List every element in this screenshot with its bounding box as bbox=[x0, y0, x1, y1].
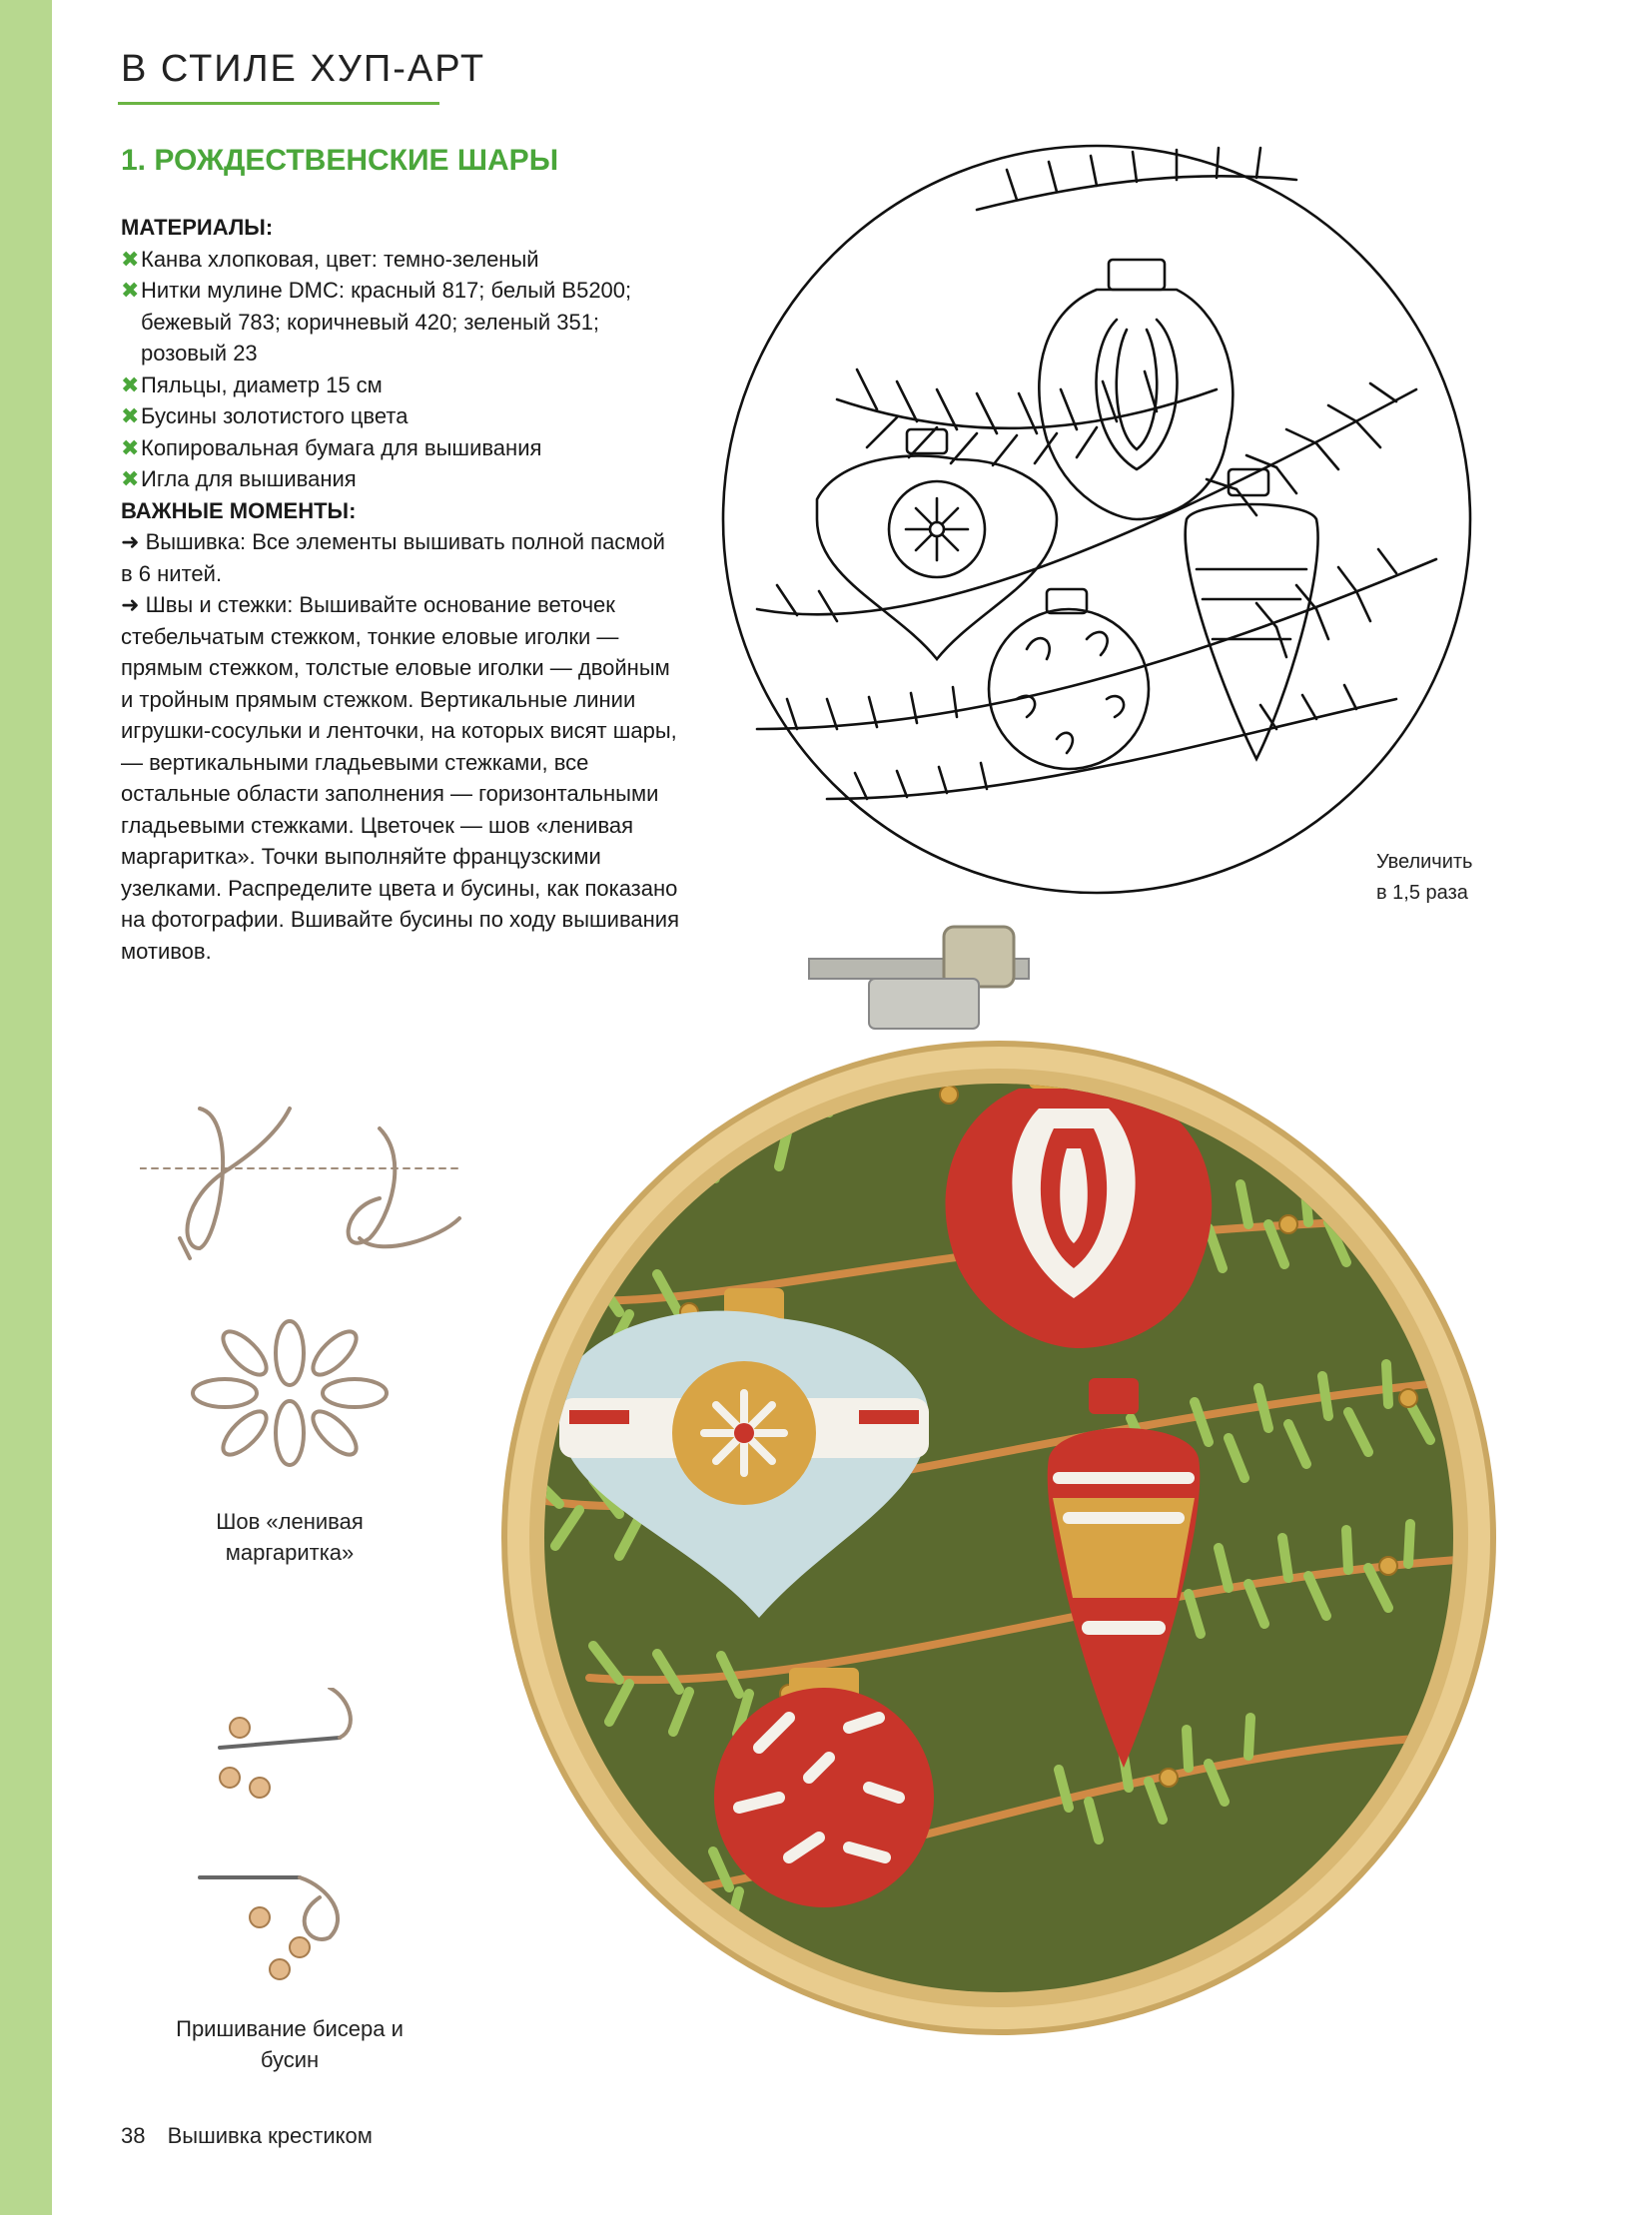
lazy-daisy-caption: Шов «ленивая маргаритка» bbox=[216, 1509, 364, 1565]
side-color-bar bbox=[0, 0, 52, 2215]
book-title: Вышивка крестиком bbox=[167, 2123, 373, 2148]
hoop-screw bbox=[809, 927, 1029, 1029]
note-stitches: ➜ Швы и стежки: Вышивайте основание веточек стебельчатым стежком, тонкие еловые иголки — прямым стежком, толстые еловые иголки — двойным и тройным прямым стежком. Вертикальные линии игрушки-сосульки и ленточки, на которых висят шары, — вертикальными гладьевыми стежками, все остальные области заполнения — горизонтальными гладьевыми стежками. Цветочек — шов «ленивая маргаритка». Точки выполняйте французскими узелками. Распределите цвета и бусины, как показано на фотографии. Вшивайте бусины по ходу вышивания мотивов. bbox=[121, 592, 679, 964]
material-item: ✖ Бусины золотистого цвета bbox=[121, 400, 680, 432]
section-title: В СТИЛЕ ХУП-АРТ bbox=[121, 48, 486, 90]
check-icon: ✖ bbox=[121, 371, 140, 397]
page-footer bbox=[121, 2123, 373, 2149]
check-icon: ✖ bbox=[121, 434, 140, 460]
embroidery-hoop-photo bbox=[429, 899, 1608, 2077]
fir-branch-middle bbox=[757, 383, 1436, 729]
project-title: 1. РОЖДЕСТВЕНСКИЕ ШАРЫ bbox=[121, 144, 559, 177]
check-icon: ✖ bbox=[121, 246, 140, 272]
beads-caption: Пришивание бисера и бусин bbox=[176, 2016, 404, 2072]
material-item: ✖ Канва хлопковая, цвет: темно-зеленый bbox=[121, 244, 680, 276]
notes-heading: ВАЖНЫЕ МОМЕНТЫ: bbox=[121, 497, 357, 523]
pattern-template-drawing bbox=[717, 140, 1476, 899]
check-icon: ✖ bbox=[121, 466, 140, 491]
material-item: ✖ Нитки мулине DMC: красный 817; белый B5200; бежевый 783; коричневый 420; зеленый 351; розовый 23 bbox=[121, 275, 680, 369]
material-item: ✖ Игла для вышивания bbox=[121, 463, 680, 495]
bead-sewing-diagram-1 bbox=[200, 1688, 380, 1808]
pattern-ball-top bbox=[1039, 260, 1233, 519]
page-number: 38 bbox=[121, 2123, 146, 2148]
instructions-block bbox=[121, 212, 680, 967]
arrow-right-icon: ➜ bbox=[121, 592, 140, 617]
material-item: ✖ Копировальная бумага для вышивания bbox=[121, 432, 680, 464]
bead-sewing-diagram-2 bbox=[190, 1838, 390, 1987]
check-icon: ✖ bbox=[121, 278, 140, 303]
arrow-right-icon: ➜ bbox=[121, 529, 140, 554]
note-embroidery: ➜ Вышивка: Все элементы вышивать полной пасмой в 6 нитей. bbox=[121, 529, 665, 586]
lazy-daisy-diagram bbox=[180, 1318, 400, 1468]
material-item: ✖ Пяльцы, диаметр 15 см bbox=[121, 369, 680, 401]
title-underline bbox=[118, 102, 439, 105]
fir-branch-top bbox=[837, 148, 1296, 465]
materials-heading: МАТЕРИАЛЫ: bbox=[121, 215, 274, 240]
pattern-ball-bottom bbox=[989, 589, 1149, 769]
check-icon: ✖ bbox=[121, 403, 140, 428]
scale-note: Увеличить в 1,5 раза bbox=[1376, 851, 1473, 904]
stitch-diagram-1 bbox=[140, 1089, 479, 1268]
